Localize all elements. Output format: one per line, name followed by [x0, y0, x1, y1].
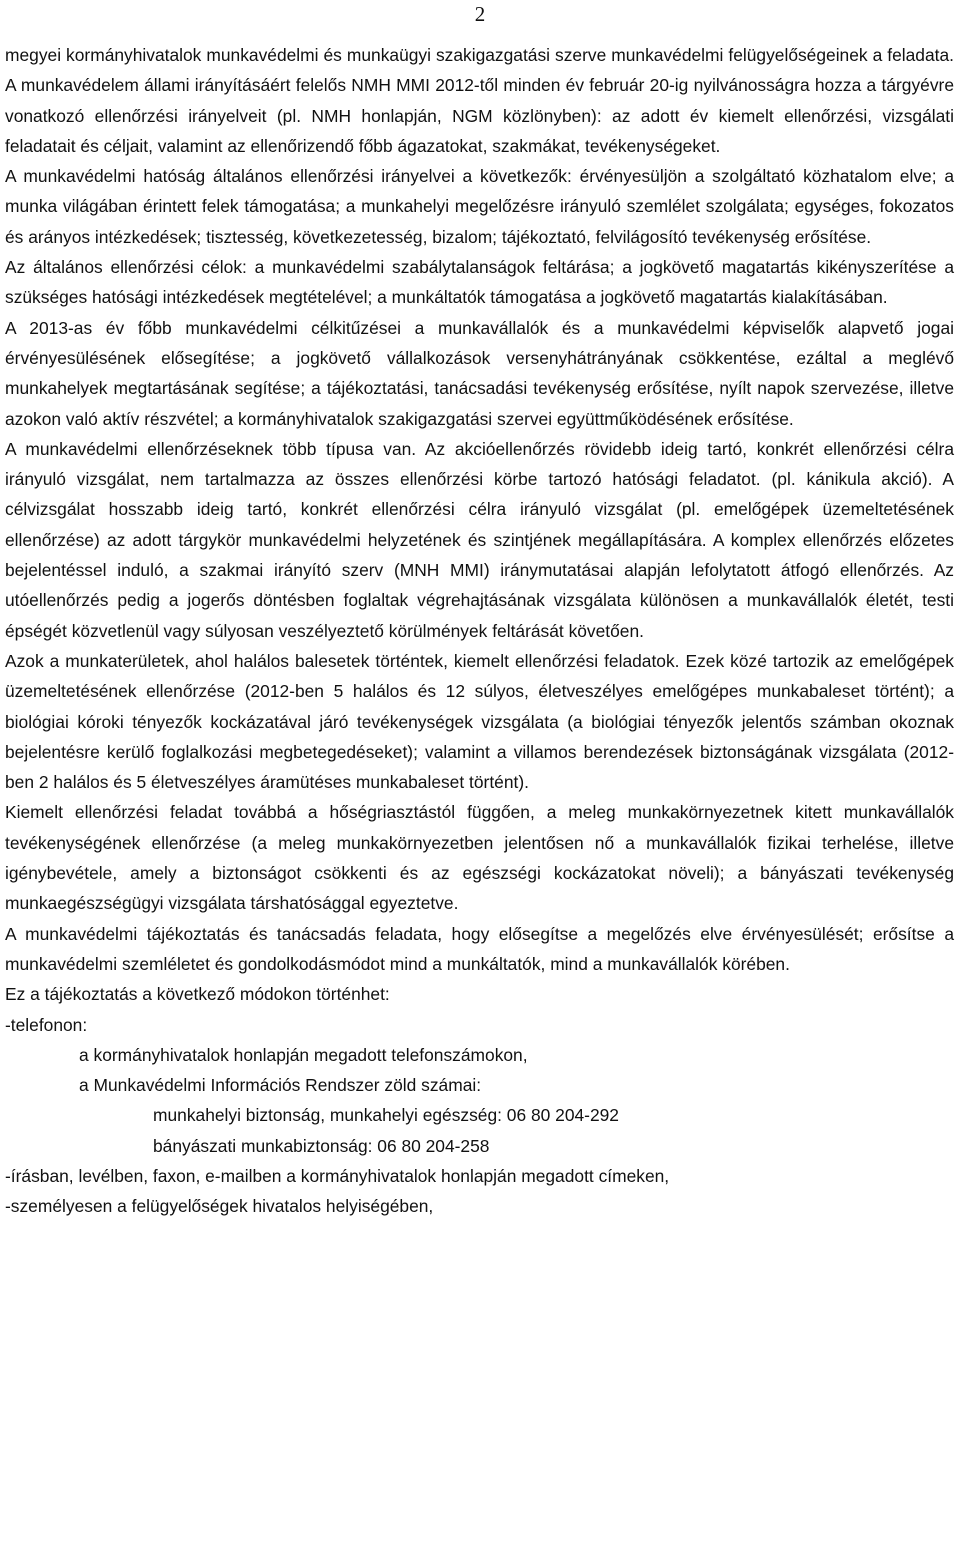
personal-item: -személyesen a felügyelőségek hivatalos helyiségében, — [5, 1196, 434, 1217]
paragraph-priority-areas: Azok a munkaterületek, ahol halálos balesetek történtek, kiemelt ellenőrzési feladatok. Ezek közé tartozik az emelőgépek üzemeltetésének ellenőrzése (2012-ben 5 halálos és 12 súlyos, életveszélyes emelőgépes munkabaleset történt); a biológiai kóroki tényezők kockázatával járó tevékenységek vizsgálata (a biológiai tényezők jelentős számban okoznak bejelentésre kerülő foglalkozási megbetegedéseket); valamint a villamos berendezések biztonságának vizsgálata (2012-ben 2 halálos és 5 életveszélyes áramütéses munkabaleset történt). — [5, 650, 954, 793]
phone-item-green-numbers: a Munkavédelmi Információs Rendszer zöld számai: — [79, 1075, 482, 1096]
list-intro: Ez a tájékoztatás a következő módokon történhet: — [5, 984, 390, 1005]
phone-heading: -telefonon: — [5, 1014, 88, 1035]
phone-item-websites: a kormányhivatalok honlapján megadott telefonszámokon, — [79, 1044, 528, 1065]
paragraph-goals: Az általános ellenőrzési célok: a munkavédelmi szabálytalanságok feltárása; a jogkövető magatartás kikényszerítése a szükséges hatósági intézkedések megtételével; a munkáltatók támogatása a jogkövető magatartás kialakításában. — [5, 257, 954, 308]
green-number-mining: bányászati munkabiztonság: 06 80 204-258 — [153, 1135, 490, 1156]
paragraph-2013-objectives: A 2013-as év főbb munkavédelmi célkitűzései a munkavállalók és a munkavédelmi képviselők alapvető jogai érvényesülésének elősegítése; a jogkövető vállalkozások versenyhátrányának csökkentése, ezáltal a meglévő munkahelyek megtartásának segítése; a tájékoztatási, tanácsadási tevékenység erősítése, nyílt napok szervezése, illetve azokon való aktív részvétel; a kormányhivatalok szakigazgatási szervei együttműködésének erősítése. — [5, 317, 954, 429]
paragraph-heat-inspection: Kiemelt ellenőrzési feladat továbbá a hőségriasztástól függően, a meleg munkakörnyezetnek kitett munkavállalók tevékenységének ellenőrzése (a meleg munkakörnyezetben jelentősen nő a munkavállalók fizikai terhelése, illetve igénybevétele, amely a biztonságot csökkenti és az egészségi kockázatokat növeli); a bányászati tevékenység munkaegészségügyi vizsgálata társhatósággal egyeztetve. — [5, 802, 954, 914]
document-body — [5, 40, 954, 1222]
page-number: 2 — [474, 2, 486, 26]
paragraph-intro: megyei kormányhivatalok munkavédelmi és munkaügyi szakigazgatási szerve munkavédelmi felügyelőségeinek a feladata. A munkavédelem állami irányításáért felelős NMH MMI 2012-től minden év február 20-ig nyilvánosságra hozza a tárgyévre vonatkozó ellenőrzési irányelveit (pl. NMH honlapján, NGM közlönyben): az adott év kiemelt ellenőrzési, vizsgálati feladatait és céljait, valamint az ellenőrizendő főbb ágazatokat, szakmákat, tevékenységeket. — [5, 45, 954, 156]
paragraph-information-advice: A munkavédelmi tájékoztatás és tanácsadás feladata, hogy elősegítse a megelőzés elve érvényesülését; erősítse a munkavédelmi szemléletet és gondolkodásmódot mind a munkáltatók, mind a munkavállalók körében. — [5, 923, 954, 974]
paragraph-inspection-types: A munkavédelmi ellenőrzéseknek több típusa van. Az akcióellenőrzés rövidebb ideig tartó, konkrét ellenőrzési célra irányuló vizsgálat, nem tartalmazza az összes ellenőrzési körbe tartozó hatósági feladatot. (pl. kánikula akció). A célvizsgálat hosszabb ideig tartó, konkrét ellenőrzési célra irányuló vizsgálat (pl. emelőgépek üzemeltetésének ellenőrzése) az adott tárgykör munkavédelmi helyzetének és szintjének megállapítására. A komplex ellenőrzés előzetes bejelentéssel induló, a szakmai irányító szerv (MNH MMI) iránymutatásai alapján lefolytatott átfogó ellenőrzés. Az utóellenőrzés pedig a jogerős döntésben foglaltak végrehajtásának vizsgálata különösen a munkavállalók életét, testi épségét közvetlenül vagy súlyosan veszélyeztető körülmények feltárását követően. — [5, 438, 954, 641]
paragraph-guidelines: A munkavédelmi hatóság általános ellenőrzési irányelvei a következők: érvényesüljön a szolgáltató közhatalom elve; a munka világában érintett felek támogatása; a munkahelyi megelőzésre irányuló szemlélet szolgálata; egységes, fokozatos és arányos intézkedések; tisztesség, következetesség, bizalom; tájékoztató, felvilágosító tevékenység erősítése. — [5, 166, 954, 247]
green-number-safety: munkahelyi biztonság, munkahelyi egészség: 06 80 204-292 — [153, 1105, 619, 1126]
written-item: -írásban, levélben, faxon, e-mailben a kormányhivatalok honlapján megadott címeken, — [5, 1165, 670, 1186]
